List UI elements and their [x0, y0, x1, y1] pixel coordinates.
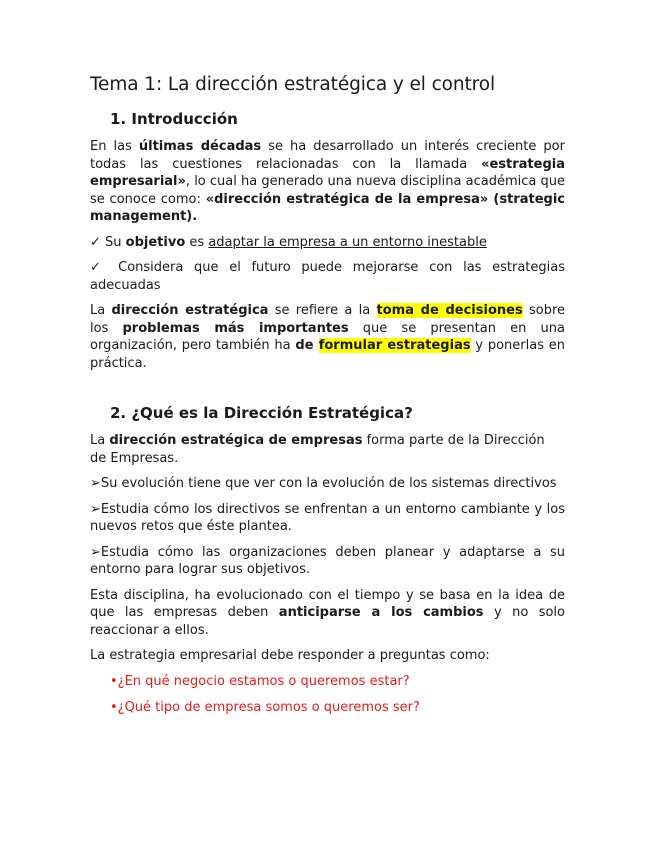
arrow-list-item: ➢Estudia cómo los directivos se enfrentan a un entorno cambiante y los nuevos retos que éste plantea. — [90, 501, 565, 534]
questions-intro: La estrategia empresarial debe responder a preguntas como: — [90, 648, 490, 663]
check-icon: ✓ — [90, 260, 108, 275]
anticipation-paragraph: Esta disciplina, ha evolucionado con el tiempo y se basa en la idea de que las empresas deben anticiparse a los cambios y no solo reaccionar a ellos. — [90, 587, 566, 638]
future-check-item: ✓ Considera que el futuro puede mejorarse con las estrategias adecuadas — [90, 260, 565, 293]
question-list-item: •¿En qué negocio estamos o queremos estar? — [110, 673, 410, 689]
highlight-formular-estrategias: formular estrategias — [318, 338, 471, 353]
definition-paragraph: La dirección estratégica se refiere a la toma de decisiones sobre los problemas más importantes que se presentan en una organización, pero también ha de formular estrategias y ponerlas en práctica. — [90, 303, 566, 371]
arrow-list-item: ➢Su evolución tiene que ver con la evolución de los sistemas directivos — [90, 476, 557, 491]
intro-paragraph: En las últimas décadas se ha desarrollado un interés creciente por todas las cuestiones relacionadas con la llamada «estrategia empresarial», lo cual ha generado una nueva disciplina académica que se conoce como: «dirección estratégica de la empresa» (strategic management). — [90, 139, 565, 224]
check-icon: ✓ — [90, 234, 101, 250]
objective-check-item: ✓ Su objetivo es adaptar la empresa a un entorno inestable — [90, 234, 487, 250]
arrow-list-item: ➢Estudia cómo las organizaciones deben planear y adaptarse a su entorno para lograr sus objetivos. — [90, 544, 565, 577]
document-title: Tema 1: La dirección estratégica y el control — [90, 74, 496, 95]
section-1-heading: 1. Introducción — [110, 110, 238, 128]
highlight-toma-decisiones: toma de decisiones — [376, 303, 523, 318]
section-2-heading: 2. ¿Qué es la Dirección Estratégica? — [110, 404, 413, 422]
document-page — [90, 72, 565, 726]
section-2-intro-paragraph: La dirección estratégica de empresas forma parte de la Dirección de Empresas. — [90, 433, 545, 466]
question-list-item: •¿Qué tipo de empresa somos o queremos ser? — [110, 700, 420, 715]
